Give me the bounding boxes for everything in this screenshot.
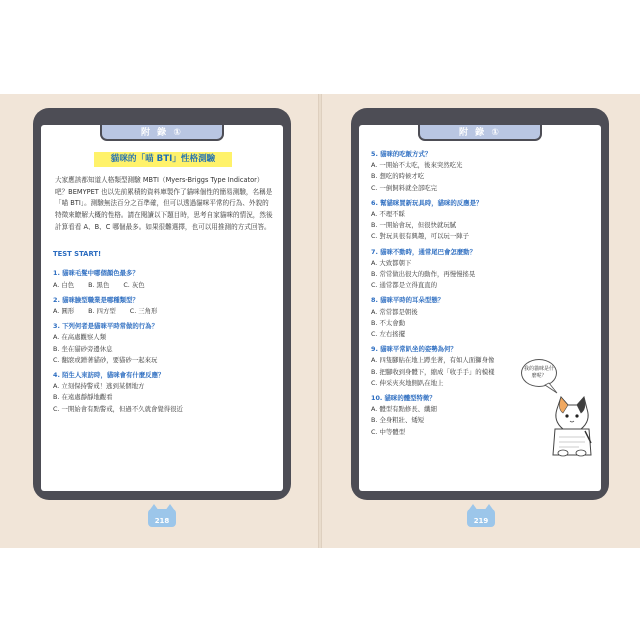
option-a: A. 在高處觀察人類 [53,333,107,342]
option-c: C. 翻滾或蹭著貓砂，要貓砂一起來玩 [53,355,158,364]
question-title: 4. 陌生人來訪時，貓咪會有什麼反應？ [53,371,165,379]
option-b: B. 一開始會玩，但很快就玩膩 [371,221,457,230]
question-title: 8. 貓咪平時的耳朵型態？ [371,296,445,305]
option-c: C. 中等體型 [371,427,406,436]
option-b: B. 坐在貓砂旁邊休息 [53,344,113,353]
option-a: A. 一開始不太吃，後來突然吃光 [371,161,463,170]
option-c: C. 三角形 [129,306,158,315]
intro-paragraph: 大家應該都知道人格類型測驗 MBTI（Myers-Briggs Type Indicator）吧？BEMYPET 也以先前累積的資料庫製作了貓咪個性的簡易測驗，名稱是「喵 BTI」。測驗無法百分之百準確，但可以透過貓咪平常的行為、外貌的特徵來瞭解大概的性格。請在閱讀以下題目時，思考自家貓咪的情況，然後計算看看 A、B、C 哪個最多。如果很難選擇，也可以用推測的方式回答。 [55,176,273,231]
question-1 [53,268,273,290]
question-6 [371,198,591,243]
option-b: B. 黑色 [88,280,110,289]
question-title: 2. 貓咪臉型職業是哪種類型？ [53,295,139,304]
option-c: C. 通常都是立得直直的 [371,281,438,290]
quiz-title: 貓咪的「喵 BTI」性格測驗 [94,152,232,167]
question-title: 7. 貓咪不動時，通常尾巴會怎麼動？ [371,247,476,256]
option-c: C. 灰色 [123,280,145,289]
option-b: B. 四方型 [88,306,116,315]
option-a: A. 大致都朝下 [371,258,412,267]
left-page-screen [41,125,283,491]
left-page-content [53,152,273,419]
option-a: A. 立刻保持警戒！逃到某個地方 [53,382,145,391]
right-appendix-tab: 附 錄 ① [418,125,542,141]
option-c: C. 對玩具很有興趣，可以玩一陣子 [371,232,469,241]
option-b: B. 在遠處靜靜地觀看 [53,393,113,402]
left-appendix-tab: 附 錄 ① [100,125,224,141]
question-3 [53,321,273,366]
option-a: A. 體型有點修長、纖細 [371,405,437,414]
question-8 [371,295,591,340]
option-b: B. 全身粗壯、矮短 [371,416,425,425]
question-title: 5. 貓咪的吃飯方式？ [371,150,432,158]
question-2 [53,295,273,317]
right-page-number: 219 [467,509,495,527]
option-b: B. 不太會動 [371,318,406,327]
book-gutter [318,94,322,548]
right-page-screen [359,125,601,491]
test-start-label: TEST START! [53,250,102,259]
option-c: C. 一倒飼料就全部吃完 [371,183,438,192]
question-title: 9. 貓咪平常趴坐的姿勢為何？ [371,345,457,354]
option-b: B. 把腳收到身體下，縮成「收手手」的模樣 [371,367,495,376]
option-c: C. 左右搖擺 [371,330,406,339]
option-a: A. 不理不睬 [371,210,405,219]
option-c: C. 一開始會有點警戒，但過不久就會覺得很近 [53,404,183,413]
option-b: B. 常常做出很大的動作，再慢慢搖晃 [371,270,476,279]
speech-bubble: 我的貓咪是什麼呢？ [521,359,557,387]
left-tablet-frame [33,108,291,500]
question-4 [53,370,273,415]
question-title: 6. 幫貓咪買新玩具時，貓咪的反應是？ [371,198,483,207]
option-a: A. 四隻腳貼在地上蹲坐著，有如人面獅身像 [371,356,495,365]
question-5 [371,149,591,194]
question-title: 1. 貓咪毛髮中哪個顏色最多？ [53,269,139,278]
option-c: C. 伸采夾夾地側趴在地上 [371,378,444,387]
cat-illustration [519,359,597,469]
question-title: 10. 貓咪的體型特徵？ [371,394,436,403]
left-page-number: 218 [148,509,176,527]
option-a: A. 白色 [53,280,75,289]
question-title: 3. 下列何者是貓咪平時常做的行為？ [53,322,158,331]
option-a: A. 常常都是朝後 [371,307,418,316]
option-a: A. 圓形 [53,306,75,315]
option-b: B. 想吃的時候才吃 [371,172,425,181]
question-7 [371,247,591,292]
calico-cat-icon [519,359,597,469]
right-tablet-frame [351,108,609,500]
